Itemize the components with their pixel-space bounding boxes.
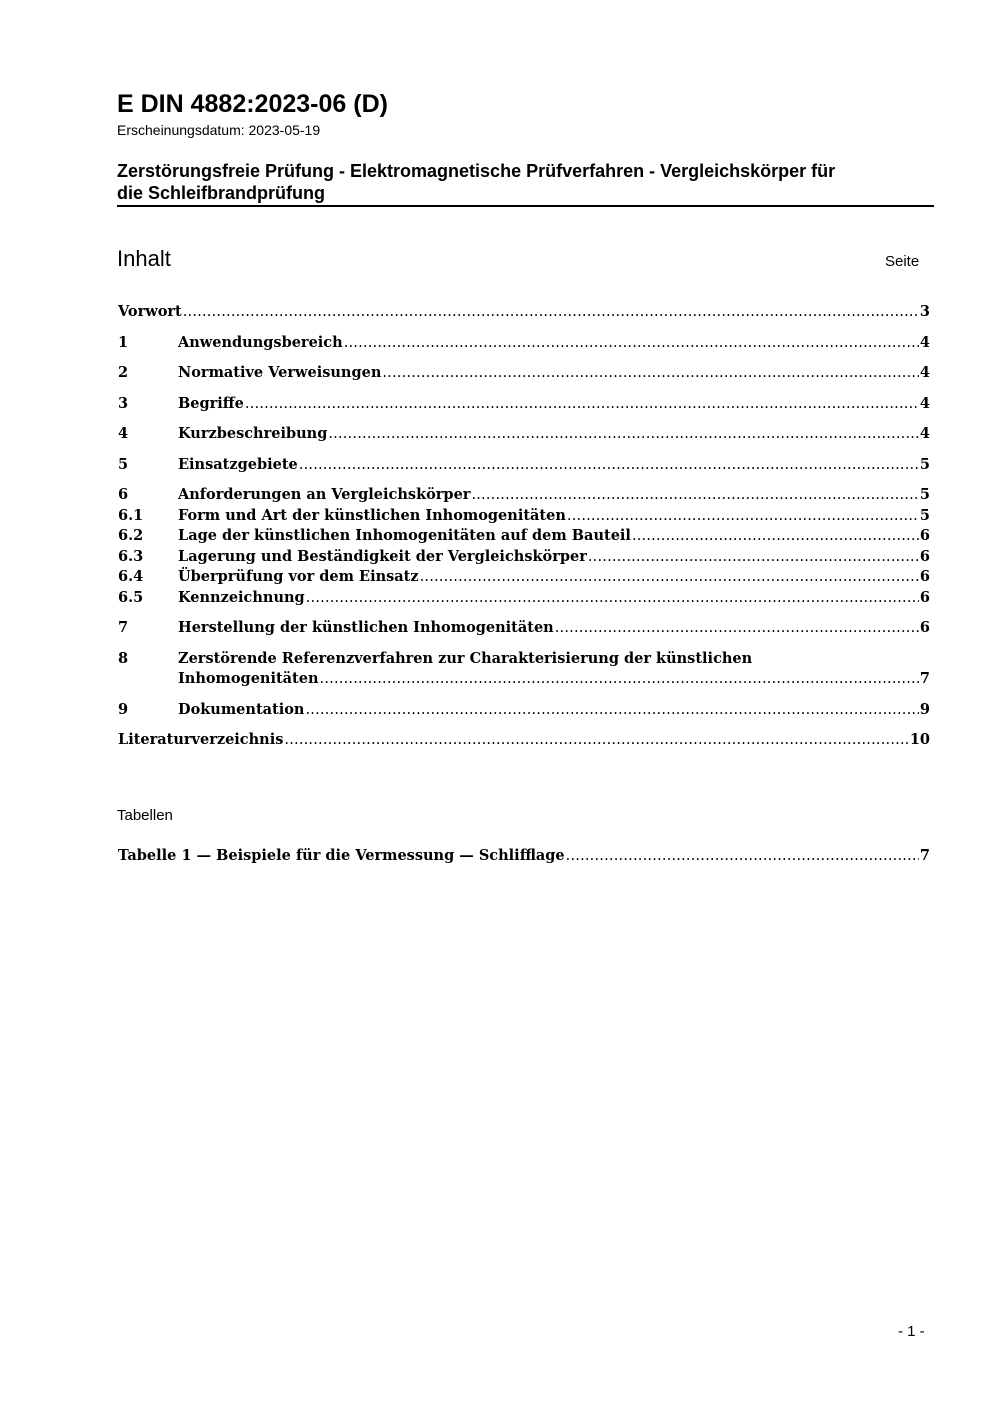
toc-entry-5[interactable] [118,455,930,476]
toc-entry-page: 4 [919,394,930,412]
toc-entry-page: 5 [919,455,930,473]
toc-leader-dots [183,302,919,323]
toc-entry-number: 2 [118,364,129,381]
toc-entry-page: 10 [909,731,930,748]
document-title-line-2: die Schleifbrandprüfung [117,183,326,203]
toc-leader-dots [344,333,919,354]
toc-leader-dots [567,506,919,527]
toc-entry-title: Überprüfung vor dem Einsatz [178,568,419,585]
toc-entry-page: 6 [919,619,930,636]
toc-leader-dots [306,588,919,609]
toc-entry-title-line-1: Zerstörende Referenzverfahren zur Charakterisierung der künstlichen [178,649,753,667]
toc-entry-6-2[interactable] [118,526,930,547]
toc-entry-number: 6.4 [118,568,144,585]
toc-leader-dots [555,618,919,639]
toc-entry-8[interactable] [118,649,930,690]
toc-entry-number: 4 [118,425,129,442]
toc-entry-title: Anforderungen an Vergleichskörper [178,486,471,503]
toc-entry-number: 6.2 [118,527,144,544]
table-entry-page: 7 [919,847,930,864]
toc-entry-9[interactable] [118,700,930,721]
toc-entry-number: 6.1 [118,506,144,524]
toc-entry-title: Anwendungsbereich [178,333,343,351]
toc-entry-title: Begriffe [178,394,244,412]
toc-leader-dots [566,846,919,867]
toc-entry-title: Lagerung und Beständigkeit der Vergleichskörper [178,547,587,565]
toc-entry-vorwort[interactable] [118,302,930,323]
toc-entry-page: 4 [919,333,930,351]
toc-entry-number: 9 [118,700,129,718]
list-of-tables [118,846,930,867]
toc-leader-dots [284,730,908,751]
toc-entry-page: 6 [919,588,930,606]
toc-entry-page: 9 [919,700,930,718]
toc-leader-dots [382,363,919,384]
toc-entry-title: Kennzeichnung [178,588,305,606]
toc-leader-dots [588,547,919,568]
toc-entry-page: 4 [919,364,930,381]
toc-leader-dots [471,485,918,506]
toc-leader-dots [299,455,919,476]
toc-entry-2[interactable] [118,363,930,384]
toc-entry-6-1[interactable] [118,506,930,527]
toc-entry-page: 3 [919,303,930,320]
toc-leader-dots [245,394,919,415]
toc-leader-dots [632,526,919,547]
toc-entry-page: 7 [919,670,930,687]
toc-page-column-heading: Seite [885,253,920,270]
toc-leader-dots [328,424,919,445]
toc-entry-title: Inhomogenitäten [178,670,319,687]
toc-entry-page: 6 [919,527,930,544]
toc-entry-number: 8 [118,649,129,667]
table-of-contents [118,302,930,751]
toc-entry-number: 7 [118,619,129,636]
document-title-line-1: Zerstörungsfreie Prüfung - Elektromagnetische Prüfverfahren - Vergleichskörper für [117,161,836,181]
toc-entry-page: 6 [919,547,930,565]
tables-heading: Tabellen [117,807,173,824]
toc-entry-6[interactable] [118,485,930,506]
toc-entry-page: 4 [919,425,930,442]
toc-leader-dots [420,567,919,588]
title-divider [117,205,934,207]
toc-entry-4[interactable] [118,424,930,445]
toc-entry-page: 6 [919,568,930,585]
toc-entry-number: 1 [118,333,129,351]
toc-entry-number: 3 [118,394,129,412]
toc-entry-1[interactable] [118,333,930,354]
toc-entry-number: 5 [118,455,129,473]
document-id: E DIN 4882:2023-06 (D) [117,90,388,118]
toc-entry-literaturverzeichnis[interactable] [118,730,930,751]
table-entry-title: Tabelle 1 — Beispiele für die Vermessung — Schlifflage [118,847,565,864]
toc-entry-page: 5 [919,506,930,524]
toc-entry-title: Literaturverzeichnis [118,731,284,748]
toc-entry-6-5[interactable] [118,588,930,609]
toc-entry-number: 6.5 [118,588,144,606]
publication-date: Erscheinungsdatum: 2023-05-19 [117,122,321,138]
toc-entry-title: Herstellung der künstlichen Inhomogenitäten [178,619,554,636]
toc-entry-3[interactable] [118,394,930,415]
toc-entry-number: 6 [118,486,129,503]
toc-leader-dots [305,700,918,721]
toc-entry-title: Einsatzgebiete [178,455,298,473]
toc-entry-title: Dokumentation [178,700,305,718]
table-entry-1[interactable] [118,846,930,867]
toc-entry-number: 6.3 [118,547,144,565]
toc-entry-7[interactable] [118,618,930,639]
toc-entry-6-4[interactable] [118,567,930,588]
document-title [117,160,933,204]
toc-entry-title: Normative Verweisungen [178,364,382,381]
toc-entry-title: Form und Art der künstlichen Inhomogenitäten [178,506,566,524]
page-number: - 1 - [898,1323,925,1340]
toc-entry-title: Kurzbeschreibung [178,425,328,442]
toc-entry-title: Lage der künstlichen Inhomogenitäten auf dem Bauteil [178,527,631,544]
toc-leader-dots [320,669,919,690]
toc-heading: Inhalt [117,246,171,271]
toc-entry-title: Vorwort [118,303,182,320]
toc-entry-6-3[interactable] [118,547,930,568]
toc-entry-page: 5 [919,486,930,503]
